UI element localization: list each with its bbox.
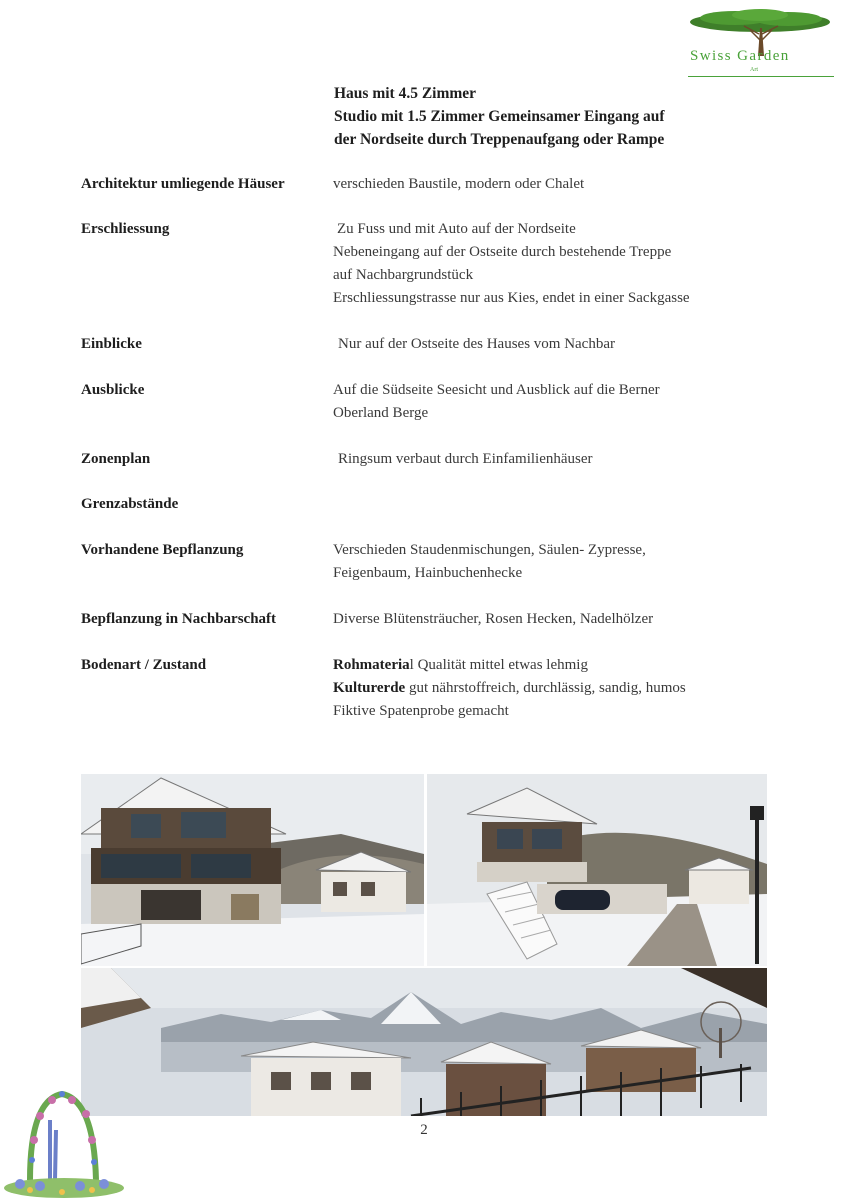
value-bepflanzung [333, 539, 793, 585]
rohmaterial-rest: l Qualität mittel etwas lehmig [409, 657, 588, 673]
flower-arch-illustration [0, 1080, 128, 1198]
value-bodenart [333, 654, 793, 723]
kulturerde-bold: Kulturerde [333, 680, 406, 696]
logo-brand-text: Swiss Garden [690, 48, 790, 64]
ausblicke-line-2: Oberland Berge [333, 405, 429, 421]
value-einblicke: Nur auf der Ostseite des Hauses vom Nachbar [338, 336, 615, 352]
kulturerde-rest: gut nährstoffreich, durchlässig, sandig, humos [405, 680, 686, 696]
page-number: 2 [420, 1122, 428, 1138]
erschliessung-line-4: Erschliessungstrasse nur aus Kies, endet in einer Sackgasse [333, 290, 690, 306]
bodenart-line-2 [333, 677, 793, 700]
photo-lake-panorama [81, 968, 767, 1116]
label-grenzabstaende: Grenzabstände [81, 496, 179, 512]
bepflanzung-line-2: Feigenbaum, Hainbuchenhecke [333, 565, 523, 581]
photo-house-north [427, 774, 767, 966]
value-erschliessung [333, 218, 793, 310]
value-ausblicke [333, 379, 793, 425]
label-einblicke: Einblicke [81, 336, 142, 352]
label-ausblicke: Ausblicke [81, 382, 145, 398]
bodenart-line-1 [333, 654, 793, 677]
swiss-garden-logo [680, 8, 840, 88]
ausblicke-line-1: Auf die Südseite Seesicht und Ausblick auf die Berner [333, 382, 660, 398]
label-erschliessung: Erschliessung [81, 221, 170, 237]
label-bodenart: Bodenart / Zustand [81, 657, 207, 673]
erschliessung-line-3: auf Nachbargrundstück [333, 267, 474, 283]
label-nachbarschaft: Bepflanzung in Nachbarschaft [81, 611, 277, 627]
erschliessung-line-1: Zu Fuss und mit Auto auf der Nordseite [337, 221, 576, 237]
heading-line-1: Haus mit 4.5 Zimmer [334, 85, 477, 102]
logo-underline [688, 76, 834, 77]
heading-line-3: der Nordseite durch Treppenaufgang oder Rampe [334, 131, 665, 148]
page-heading [334, 82, 804, 151]
heading-line-2: Studio mit 1.5 Zimmer Gemeinsamer Eingang auf [334, 108, 665, 125]
label-zonenplan: Zonenplan [81, 451, 151, 467]
label-architektur: Architektur umliegende Häuser [81, 176, 285, 192]
erschliessung-line-2: Nebeneingang auf der Ostseite durch bestehende Treppe [333, 244, 672, 260]
logo-sub-text: Art [750, 67, 758, 73]
photo-house-front [81, 774, 424, 966]
bodenart-line-3: Fiktive Spatenprobe gemacht [333, 703, 509, 719]
label-bepflanzung: Vorhandene Bepflanzung [81, 542, 244, 558]
value-architektur: verschieden Baustile, modern oder Chalet [333, 176, 585, 192]
rohmaterial-bold: Rohmateria [333, 657, 410, 673]
value-nachbarschaft: Diverse Blütensträucher, Rosen Hecken, Nadelhölzer [333, 611, 654, 627]
value-zonenplan: Ringsum verbaut durch Einfamilienhäuser [338, 451, 593, 467]
bepflanzung-line-1: Verschieden Staudenmischungen, Säulen- Zypresse, [333, 542, 646, 558]
